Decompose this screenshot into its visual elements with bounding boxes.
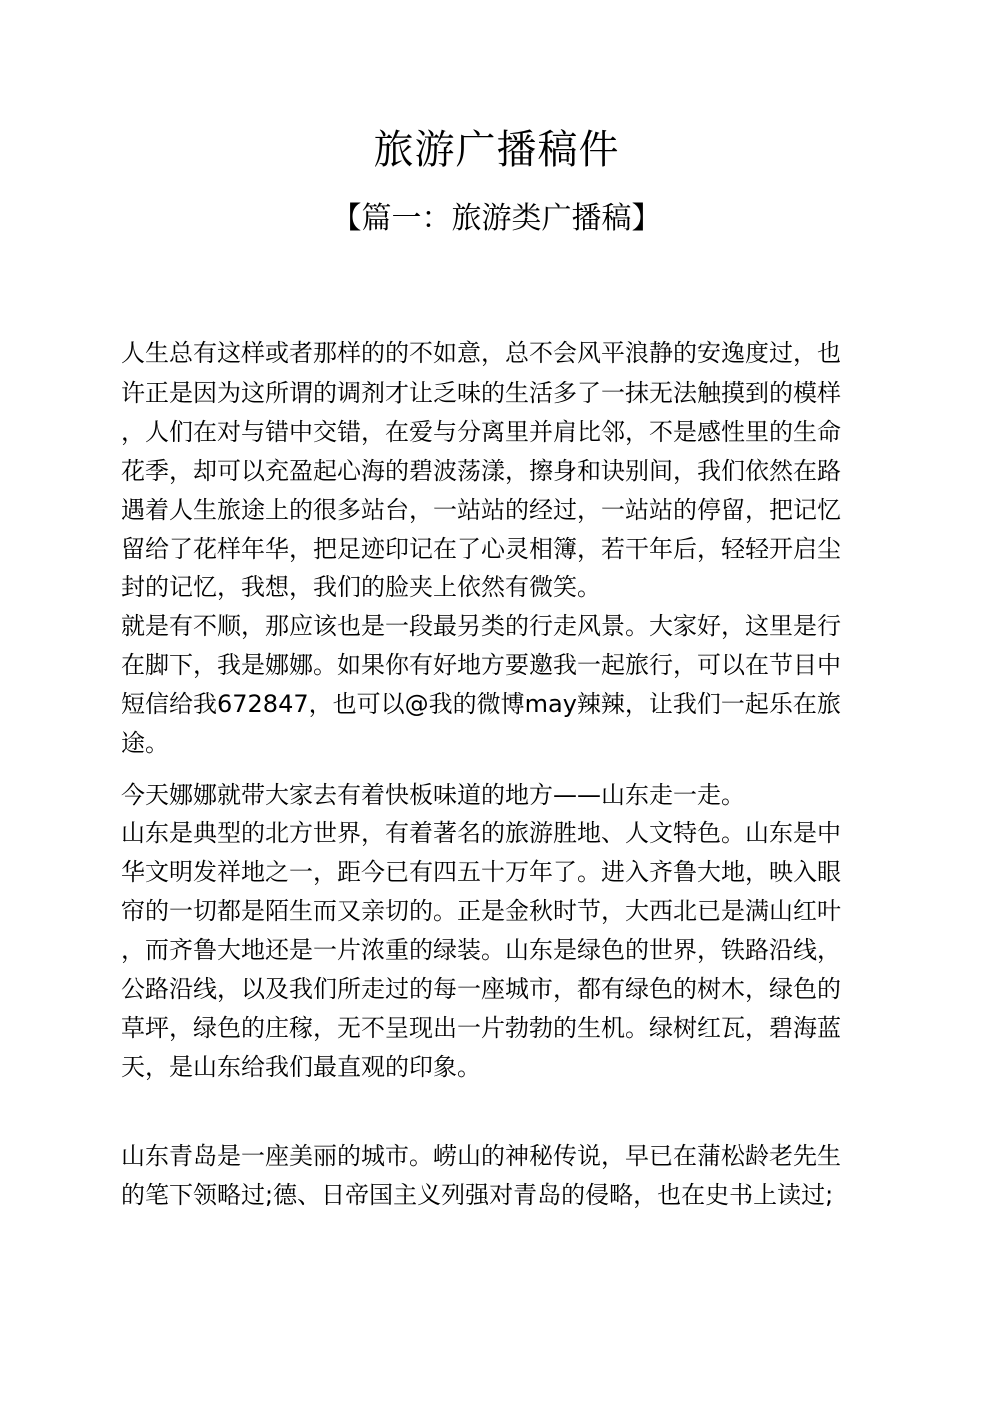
paragraph-line: ，而齐鲁大地还是一片浓重的绿装。山东是绿色的世界，铁路沿线， xyxy=(121,936,841,964)
paragraph-line: 封的记忆，我想，我们的脸夹上依然有微笑。 xyxy=(121,573,601,601)
paragraph-line: 人生总有这样或者那样的的不如意，总不会风平浪静的安逸度过，也 xyxy=(121,339,841,367)
paragraph-line: 天，是山东给我们最直观的印象。 xyxy=(121,1053,481,1081)
paragraph-line: 留给了花样年华，把足迹印记在了心灵相簿，若干年后，轻轻开启尘 xyxy=(121,535,841,563)
paragraph-line: 华文明发祥地之一，距今已有四五十万年了。进入齐鲁大地，映入眼 xyxy=(121,858,841,886)
document-subtitle: 【篇一：旅游类广播稿】 xyxy=(331,201,662,236)
paragraph-line: 就是有不顺，那应该也是一段最另类的行走风景。大家好，这里是行 xyxy=(121,612,841,640)
document-title: 旅游广播稿件 xyxy=(373,127,620,173)
paragraph-line: 草坪，绿色的庄稼，无不呈现出一片勃勃的生机。绿树红瓦，碧海蓝 xyxy=(121,1014,841,1042)
paragraph-line: 的笔下领略过;德、日帝国主义列强对青岛的侵略，也在史书上读过; xyxy=(121,1181,834,1209)
paragraph-line: 花季，却可以充盈起心海的碧波荡漾，擦身和诀别间，我们依然在路 xyxy=(121,457,841,485)
paragraph-line: ，人们在对与错中交错，在爱与分离里并肩比邻，不是感性里的生命 xyxy=(121,418,841,446)
paragraph-line: 帘的一切都是陌生而又亲切的。正是金秋时节，大西北已是满山红叶 xyxy=(121,897,841,925)
paragraph-line: 短信给我672847，也可以@我的微博may辣辣，让我们一起乐在旅 xyxy=(121,690,841,718)
paragraph-line: 山东青岛是一座美丽的城市。崂山的神秘传说，早已在蒲松龄老先生 xyxy=(121,1142,841,1170)
paragraph-line: 途。 xyxy=(121,729,169,757)
paragraph-line: 在脚下，我是娜娜。如果你有好地方要邀我一起旅行，可以在节目中 xyxy=(121,651,841,679)
paragraph-line: 今天娜娜就带大家去有着快板味道的地方——山东走一走。 xyxy=(121,781,745,809)
paragraph-line: 山东是典型的北方世界，有着著名的旅游胜地、人文特色。山东是中 xyxy=(121,819,841,847)
paragraph-line: 许正是因为这所谓的调剂才让乏味的生活多了一抹无法触摸到的模样 xyxy=(121,379,841,407)
paragraph-line: 公路沿线，以及我们所走过的每一座城市，都有绿色的树木，绿色的 xyxy=(121,975,841,1003)
paragraph-line: 遇着人生旅途上的很多站台，一站站的经过，一站站的停留，把记忆 xyxy=(121,496,841,524)
